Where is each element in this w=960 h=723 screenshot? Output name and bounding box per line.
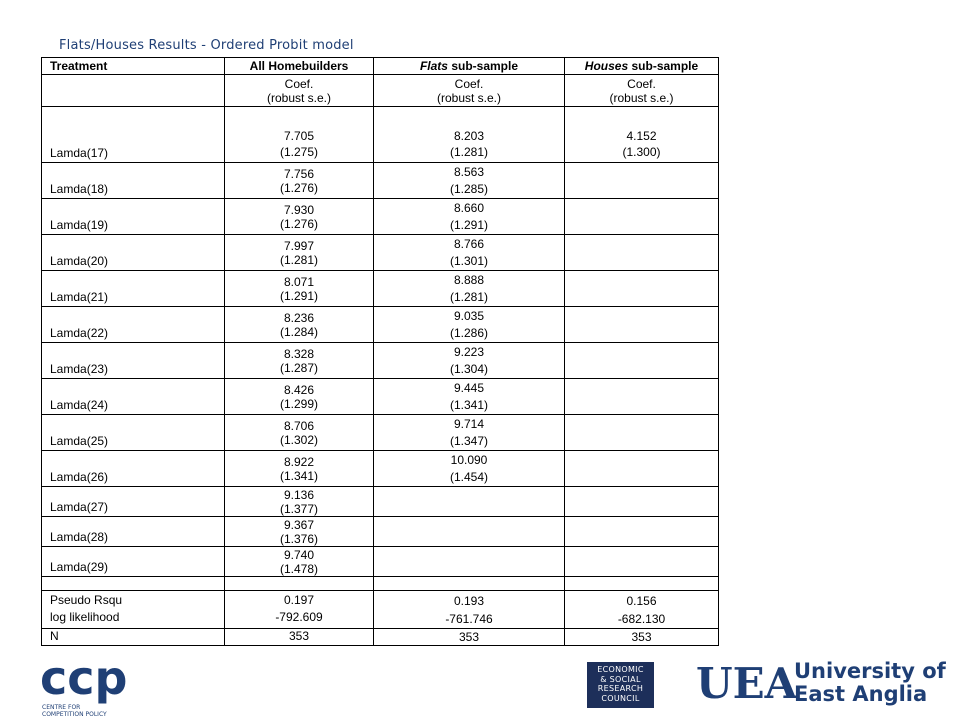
houses-cell [565, 547, 719, 577]
spacer-cell [42, 577, 225, 591]
all-homebuilders-cell [225, 487, 374, 517]
all-homebuilders-cell-se: (1.341) [279, 468, 319, 483]
flats-cell-se: (1.347) [449, 434, 489, 448]
ordered-probit-results-table [41, 57, 719, 646]
houses-cell [565, 163, 719, 199]
lambda-label: Lamda(27) [42, 487, 225, 517]
n-houses: 353 [565, 629, 719, 646]
houses-cell [565, 235, 719, 271]
lambda-label: Lamda(20) [42, 235, 225, 271]
all-homebuilders-cell [225, 547, 374, 577]
flats-cell [374, 451, 565, 487]
se-text: (robust s.e.) [266, 90, 332, 105]
houses-cell [565, 307, 719, 343]
spacer-cell [565, 577, 719, 591]
flats-cell [374, 415, 565, 451]
se-text: (robust s.e.) [436, 90, 502, 105]
all-homebuilders-cell-coef: 7.705 [283, 129, 315, 143]
table-row [42, 107, 719, 163]
all-homebuilders-cell [225, 343, 374, 379]
table-row [42, 547, 719, 577]
flats-cell-se: (1.281) [449, 145, 489, 159]
uea-logo [696, 652, 946, 708]
all-homebuilders-fit [225, 591, 374, 629]
houses-cell-coef: 4.152 [626, 129, 657, 143]
all-homebuilders-cell [225, 415, 374, 451]
all-homebuilders-cell-se: (1.376) [279, 531, 319, 546]
all-homebuilders-cell-coef: 8.328 [283, 346, 315, 361]
all-homebuilders-cell-se: (1.377) [279, 501, 319, 516]
flats-cell [374, 271, 565, 307]
esrc-line-1: ECONOMIC [597, 665, 644, 674]
lambda-label: Lamda(18) [42, 163, 225, 199]
table-header-row [42, 58, 719, 75]
all-homebuilders-cell [225, 517, 374, 547]
flats-cell-se: (1.301) [449, 254, 489, 268]
flats-cell [374, 547, 565, 577]
n-row [42, 629, 719, 646]
flats-cell-se: (1.286) [449, 326, 489, 340]
all-homebuilders-cell-coef: 7.997 [283, 238, 315, 253]
flats-cell-coef: 10.090 [450, 453, 488, 467]
all-homebuilders-cell-se: (1.478) [279, 561, 319, 576]
spacer-cell [225, 577, 374, 591]
ccp-logo-mark [40, 651, 152, 718]
all-homebuilders-cell-coef: 7.756 [283, 166, 315, 181]
all-homebuilders-cell-se: (1.276) [279, 180, 319, 195]
all-homebuilders-fit-pseudo-r2: 0.197 [283, 593, 315, 607]
flats-cell-coef: 9.714 [453, 417, 485, 431]
lambda-label: Lamda(28) [42, 517, 225, 547]
flats-cell-se: (1.281) [449, 290, 489, 304]
lambda-label: Lamda(22) [42, 307, 225, 343]
all-homebuilders-cell [225, 235, 374, 271]
coef-text: Coef. [284, 76, 314, 91]
all-homebuilders-cell [225, 271, 374, 307]
esrc-logo [587, 662, 654, 708]
houses-fit [565, 591, 719, 629]
flats-cell-coef: 8.563 [453, 165, 485, 179]
houses-cell [565, 271, 719, 307]
all-homebuilders-cell [225, 163, 374, 199]
flats-fit [374, 591, 565, 629]
all-homebuilders-fit-loglik: -792.609 [275, 610, 323, 624]
header-houses-rest: sub-sample [628, 59, 699, 73]
lambda-label: Lamda(21) [42, 271, 225, 307]
ccp-logo-text-1: CENTRE FOR [42, 704, 81, 711]
n-all: 353 [225, 629, 374, 646]
header-treatment: Treatment [42, 58, 225, 75]
n-label: N [42, 629, 225, 646]
flats-cell-coef: 8.766 [453, 237, 485, 251]
flats-cell-se: (1.304) [449, 362, 489, 376]
lambda-label: Lamda(24) [42, 379, 225, 415]
all-homebuilders-cell-coef: 9.136 [283, 487, 315, 502]
n-flats: 353 [374, 629, 565, 646]
flats-cell [374, 163, 565, 199]
fit-stat-labels-pseudo-r2: Pseudo Rsqu [50, 593, 123, 607]
houses-cell [565, 487, 719, 517]
flats-cell-se: (1.341) [449, 398, 489, 412]
flats-cell [374, 235, 565, 271]
esrc-line-3: RESEARCH [597, 684, 644, 693]
all-homebuilders-cell-coef: 8.922 [283, 454, 315, 469]
slide-title: Flats/Houses Results - Ordered Probit model [59, 38, 354, 53]
table-row [42, 343, 719, 379]
table-row [42, 517, 719, 547]
coef-text: Coef. [627, 76, 656, 91]
houses-cell-se: (1.300) [622, 145, 661, 159]
table-row [42, 415, 719, 451]
lambda-label: Lamda(26) [42, 451, 225, 487]
table-row [42, 451, 719, 487]
coef-label-flats [374, 75, 565, 107]
header-all-homebuilders: All Homebuilders [225, 58, 374, 75]
spacer-cell [374, 577, 565, 591]
all-homebuilders-cell-coef: 8.236 [283, 310, 315, 325]
all-homebuilders-cell-se: (1.284) [279, 324, 319, 339]
table-row [42, 307, 719, 343]
uea-logo-text-2: East Anglia [794, 682, 928, 706]
ccp-logo-text-2: COMPETITION POLICY [42, 711, 107, 718]
ccp-logo [40, 651, 152, 718]
flats-cell-coef: 9.223 [453, 345, 485, 359]
coef-label-row [42, 75, 719, 107]
houses-cell [565, 199, 719, 235]
header-flats-rest: sub-sample [447, 59, 519, 73]
houses-cell [565, 451, 719, 487]
flats-cell-coef: 8.203 [453, 129, 485, 143]
all-homebuilders-cell-coef: 9.740 [283, 547, 315, 562]
houses-cell [565, 415, 719, 451]
flats-cell [374, 517, 565, 547]
spacer-row [42, 577, 719, 591]
se-text: (robust s.e.) [609, 90, 674, 105]
lambda-label: Lamda(23) [42, 343, 225, 379]
flats-cell [374, 107, 565, 163]
fit-statistics-row [42, 591, 719, 629]
houses-cell [565, 343, 719, 379]
flats-cell-coef: 9.035 [453, 309, 485, 323]
all-homebuilders-cell-coef: 8.706 [283, 418, 315, 433]
houses-cell [565, 379, 719, 415]
coef-label-houses [565, 75, 719, 107]
all-homebuilders-cell-se: (1.299) [279, 396, 319, 411]
all-homebuilders-cell-se: (1.302) [279, 432, 319, 447]
table-row [42, 235, 719, 271]
esrc-line-4: COUNCIL [601, 693, 640, 703]
coef-label-empty-cell [42, 75, 225, 107]
lambda-label: Lamda(19) [42, 199, 225, 235]
all-homebuilders-cell-se: (1.276) [279, 216, 319, 231]
all-homebuilders-cell-coef: 7.930 [283, 202, 315, 217]
all-homebuilders-cell-se: (1.291) [279, 288, 319, 303]
coef-label-all [225, 75, 374, 107]
houses-cell [565, 107, 719, 163]
houses-cell [565, 517, 719, 547]
all-homebuilders-cell-coef: 9.367 [283, 517, 315, 532]
header-houses-emphasis: Houses [584, 59, 629, 73]
flats-cell-coef: 8.660 [453, 201, 485, 215]
all-homebuilders-cell [225, 199, 374, 235]
all-homebuilders-cell [225, 379, 374, 415]
flats-cell-coef: 8.888 [453, 273, 485, 287]
all-homebuilders-cell [225, 107, 374, 163]
all-homebuilders-cell-coef: 8.426 [283, 382, 315, 397]
table-row [42, 379, 719, 415]
flats-cell-se: (1.291) [449, 218, 489, 232]
header-houses-subsample [565, 58, 719, 75]
ccp-logo-letters: ccp [40, 651, 128, 705]
lambda-label: Lamda(25) [42, 415, 225, 451]
table-row [42, 271, 719, 307]
header-flats-emphasis: Flats [419, 59, 448, 73]
flats-cell-se: (1.285) [449, 182, 489, 196]
all-homebuilders-cell [225, 307, 374, 343]
esrc-line-2: & SOCIAL [600, 674, 641, 684]
all-homebuilders-cell-se: (1.281) [279, 252, 319, 267]
all-homebuilders-cell-coef: 8.071 [283, 274, 315, 289]
table-row [42, 163, 719, 199]
flats-cell [374, 343, 565, 379]
flats-fit-loglik: -761.746 [445, 612, 493, 626]
all-homebuilders-cell [225, 451, 374, 487]
header-flats-subsample [374, 58, 565, 75]
all-homebuilders-cell-se: (1.275) [279, 145, 319, 159]
lambda-label: Lamda(29) [42, 547, 225, 577]
flats-cell [374, 379, 565, 415]
fit-stat-labels [42, 591, 225, 629]
uea-logo-letters: UEA [696, 659, 798, 708]
flats-fit-pseudo-r2: 0.193 [453, 594, 485, 608]
flats-cell [374, 199, 565, 235]
uea-logo-mark [696, 652, 946, 708]
table-row [42, 487, 719, 517]
table-row [42, 199, 719, 235]
coef-text: Coef. [454, 76, 484, 91]
flats-cell-coef: 9.445 [453, 381, 485, 395]
flats-cell [374, 307, 565, 343]
houses-fit-loglik: -682.130 [617, 612, 666, 626]
flats-cell [374, 487, 565, 517]
fit-stat-labels-loglik: log likelihood [50, 610, 120, 624]
uea-logo-text-1: University of [794, 659, 946, 683]
flats-cell-se: (1.454) [449, 470, 489, 484]
all-homebuilders-cell-se: (1.287) [279, 360, 319, 375]
lambda-label: Lamda(17) [42, 107, 225, 163]
houses-fit-pseudo-r2: 0.156 [626, 594, 657, 608]
